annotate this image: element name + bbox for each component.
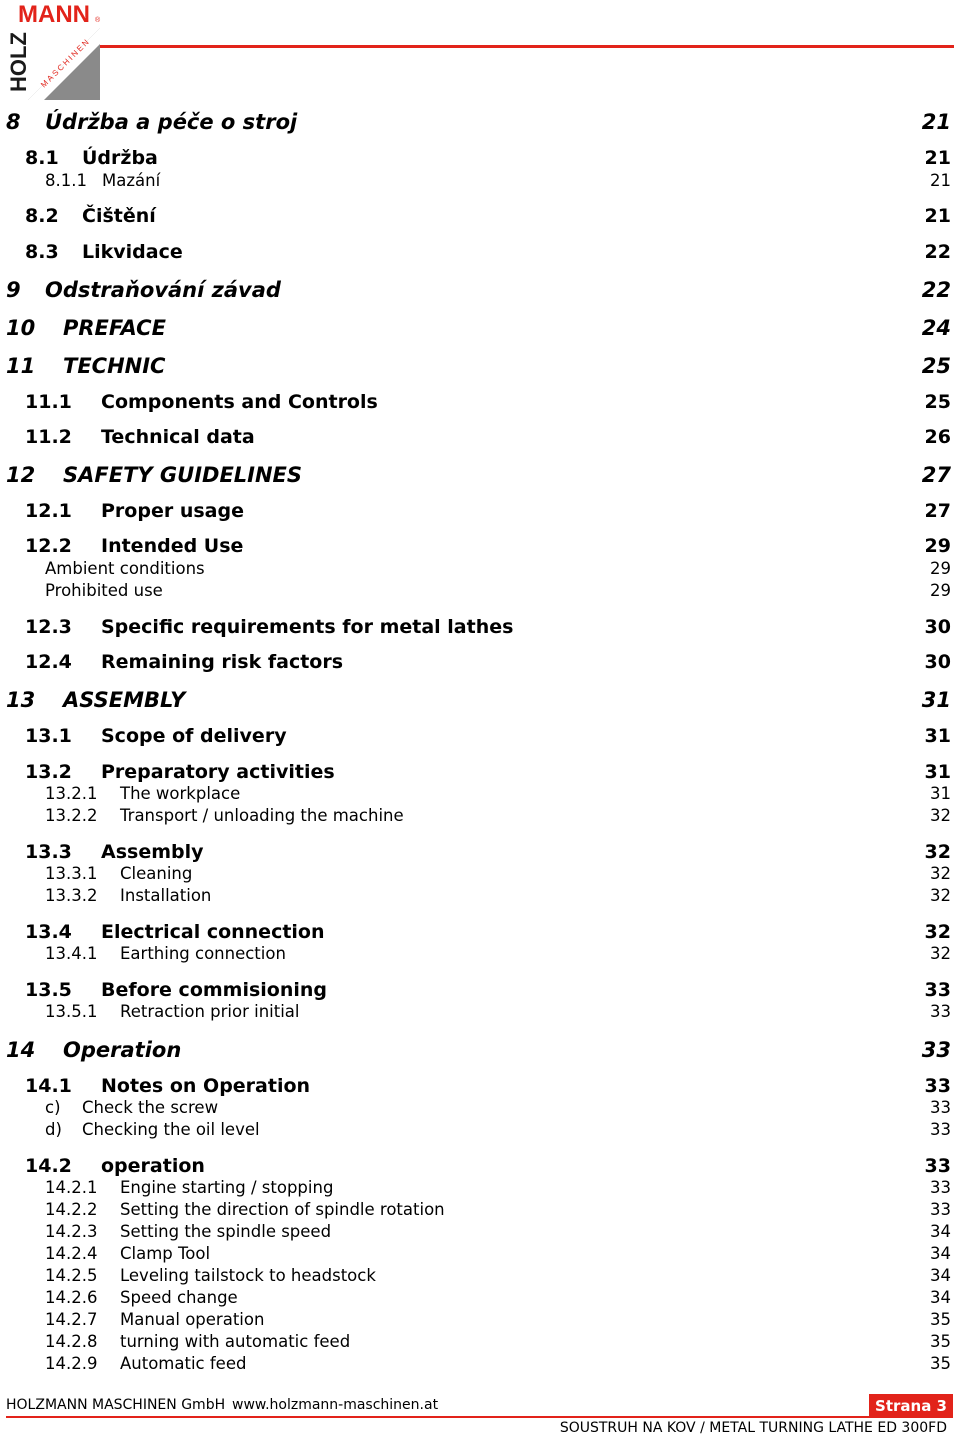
toc-entry-page: 33 (924, 1075, 951, 1097)
toc-entry-number: 13.2.2 (45, 806, 98, 825)
toc-entry-title: Likvidace (82, 241, 183, 263)
toc-entry-number: 9 (6, 278, 21, 302)
logo-registered-mark: ® (95, 17, 101, 24)
toc-entry-title: Clamp Tool (120, 1244, 211, 1263)
toc-entry-number: 13 (6, 688, 36, 712)
holzmann-logo (0, 0, 110, 100)
toc-entry-number: 13.2 (25, 761, 72, 783)
footer-divider (6, 1416, 946, 1418)
toc-entry-page: 33 (924, 1155, 951, 1177)
toc-entry-page: 31 (930, 784, 951, 803)
toc-entry-title: Prohibited use (45, 581, 163, 600)
toc-entry-page: 27 (921, 463, 951, 487)
toc-entry-title: Intended Use (101, 535, 244, 557)
toc-entry-number: 14.2.6 (45, 1288, 98, 1307)
toc-entry-title: operation (101, 1155, 205, 1177)
toc-entry-title: Remaining risk factors (101, 651, 344, 673)
toc-entry-title: PREFACE (63, 316, 166, 340)
toc-entry-page: 21 (930, 171, 951, 190)
toc-entry-title: Transport / unloading the machine (120, 806, 404, 825)
toc-entry-number: 11.2 (25, 426, 72, 448)
toc-entry-number: 14.2.5 (45, 1266, 98, 1285)
toc-entry-title: Setting the spindle speed (120, 1222, 332, 1241)
toc-entry-title: Preparatory activities (101, 761, 335, 783)
toc-entry-title: Automatic feed (120, 1354, 247, 1373)
toc-entry-page: 34 (930, 1288, 951, 1307)
footer-company: HOLZMANN MASCHINEN GmbH (6, 1397, 226, 1413)
toc-entry-page: 32 (924, 921, 951, 943)
toc-entry-page: 32 (930, 806, 951, 825)
toc-entry-number: 12.4 (25, 651, 72, 673)
toc-entry-title: Earthing connection (120, 944, 286, 963)
toc-entry-page: 29 (930, 559, 951, 578)
toc-entry-number: 12 (6, 463, 36, 487)
toc-entry-title: Manual operation (120, 1310, 265, 1329)
toc-entry-page: 26 (924, 426, 951, 448)
toc-entry-page: 27 (924, 500, 951, 522)
toc-entry-page: 32 (930, 944, 951, 963)
toc-entry-number: 13.3.2 (45, 886, 98, 905)
toc-entry-title: Cleaning (120, 864, 193, 883)
toc-entry-title: Operation (63, 1038, 182, 1062)
toc-entry-number: 13.5.1 (45, 1002, 98, 1021)
toc-entry-page: 31 (924, 725, 951, 747)
toc-entry-title: Notes on Operation (101, 1075, 311, 1097)
toc-entry-page: 31 (924, 761, 951, 783)
toc-entry-number: d) (45, 1120, 62, 1139)
footer-website-link[interactable]: www.holzmann-maschinen.at (232, 1397, 439, 1413)
toc-entry-page: 33 (924, 979, 951, 1001)
toc-entry-page: 21 (924, 147, 951, 169)
toc-entry-title: Checking the oil level (82, 1120, 260, 1139)
toc-entry-number: 8.2 (25, 205, 59, 227)
toc-entry-number: 8.1 (25, 147, 59, 169)
toc-entry-number: 12.2 (25, 535, 72, 557)
toc-entry-title: The workplace (120, 784, 241, 803)
toc-entry-number: 8.1.1 (45, 171, 87, 190)
toc-entry-number: 11.1 (25, 391, 72, 413)
toc-entry-number: 14.2.9 (45, 1354, 98, 1373)
toc-entry-title: Mazání (102, 171, 161, 190)
toc-entry-title: Leveling tailstock to headstock (120, 1266, 376, 1285)
toc-entry-page: 33 (930, 1120, 951, 1139)
toc-entry-title: Čištění (82, 205, 156, 227)
toc-entry-title: Specific requirements for metal lathes (101, 616, 514, 638)
toc-entry-number: 8.3 (25, 241, 59, 263)
toc-entry-page: 22 (921, 278, 951, 302)
toc-entry-title: Odstraňování závad (45, 278, 281, 302)
toc-entry-page: 21 (924, 205, 951, 227)
toc-entry-number: 13.2.1 (45, 784, 98, 803)
logo-brand-text: MANN (18, 1, 90, 28)
toc-entry-number: 14.2 (25, 1155, 72, 1177)
toc-entry-number: 12.1 (25, 500, 72, 522)
toc-entry-title: ASSEMBLY (63, 688, 186, 712)
toc-entry-page: 35 (930, 1332, 951, 1351)
toc-entry-page: 32 (930, 864, 951, 883)
toc-entry-number: 14.2.1 (45, 1178, 98, 1197)
logo-graphic (0, 0, 110, 100)
toc-entry-title: TECHNIC (63, 354, 166, 378)
toc-entry-title: Components and Controls (101, 391, 378, 413)
toc-entry-number: 14.1 (25, 1075, 72, 1097)
toc-entry-page: 29 (930, 581, 951, 600)
footer-product: SOUSTRUH NA KOV / METAL TURNING LATHE ED 300FD (559, 1420, 947, 1436)
toc-entry-number: 11 (6, 354, 36, 378)
toc-entry-number: 10 (6, 316, 36, 340)
toc-entry-title: turning with automatic feed (120, 1332, 351, 1351)
toc-entry-title: Retraction prior initial (120, 1002, 300, 1021)
toc-entry-number: 13.4 (25, 921, 72, 943)
toc-entry-title: Ambient conditions (45, 559, 205, 578)
toc-entry-page: 33 (930, 1098, 951, 1117)
toc-entry-title: Speed change (120, 1288, 238, 1307)
toc-entry-title: Electrical connection (101, 921, 325, 943)
page-number-badge: Strana 3 (869, 1394, 953, 1418)
toc-entry-page: 33 (930, 1002, 951, 1021)
logo-sub-text: MASCHINEN (39, 36, 93, 90)
toc-entry-page: 34 (930, 1222, 951, 1241)
toc-entry-title: Before commisioning (101, 979, 328, 1001)
toc-entry-number: 13.4.1 (45, 944, 98, 963)
toc-entry-page: 25 (921, 354, 951, 378)
toc-entry-number: 8 (6, 110, 21, 134)
toc-entry-page: 34 (930, 1266, 951, 1285)
toc-entry-title: Proper usage (101, 500, 244, 522)
toc-entry-title: Setting the direction of spindle rotation (120, 1200, 445, 1219)
toc-entry-number: 14.2.7 (45, 1310, 98, 1329)
toc-entry-title: Scope of delivery (101, 725, 287, 747)
toc-entry-title: Údržba a péče o stroj (45, 110, 298, 134)
toc-entry-page: 31 (921, 688, 951, 712)
toc-entry-number: 14 (6, 1038, 36, 1062)
toc-entry-number: 13.5 (25, 979, 72, 1001)
toc-entry-number: 12.3 (25, 616, 72, 638)
toc-entry-number: 13.3 (25, 841, 72, 863)
logo-holz-text: HOLZ (6, 32, 31, 92)
toc-entry-page: 34 (930, 1244, 951, 1263)
toc-entry-page: 30 (924, 616, 951, 638)
toc-entry-page: 24 (921, 316, 951, 340)
toc-entry-title: Assembly (101, 841, 204, 863)
toc-entry-page: 22 (924, 241, 951, 263)
toc-entry-page: 33 (921, 1038, 951, 1062)
toc-entry-page: 35 (930, 1354, 951, 1373)
toc-entry-page: 32 (930, 886, 951, 905)
toc-entry-number: c) (45, 1098, 61, 1117)
toc-entry-page: 29 (924, 535, 951, 557)
toc-entry-page: 32 (924, 841, 951, 863)
toc-entry-title: Installation (120, 886, 212, 905)
toc-entry-number: 14.2.2 (45, 1200, 98, 1219)
toc-entry-number: 14.2.4 (45, 1244, 98, 1263)
toc-entry-number: 13.1 (25, 725, 72, 747)
toc-entry-title: Technical data (101, 426, 255, 448)
toc-entry-title: Check the screw (82, 1098, 219, 1117)
toc-entry-page: 35 (930, 1310, 951, 1329)
toc-entry-page: 30 (924, 651, 951, 673)
toc-entry-title: Engine starting / stopping (120, 1178, 334, 1197)
toc-entry-number: 13.3.1 (45, 864, 98, 883)
toc-entry-title: SAFETY GUIDELINES (63, 463, 303, 487)
toc-entry-number: 14.2.8 (45, 1332, 98, 1351)
toc-entry-page: 33 (930, 1178, 951, 1197)
toc-entry-page: 21 (921, 110, 951, 134)
toc-entry-page: 25 (924, 391, 951, 413)
toc-entry-number: 14.2.3 (45, 1222, 98, 1241)
toc-entry-page: 33 (930, 1200, 951, 1219)
header-divider (100, 45, 954, 48)
toc-entry-title: Údržba (82, 147, 158, 169)
